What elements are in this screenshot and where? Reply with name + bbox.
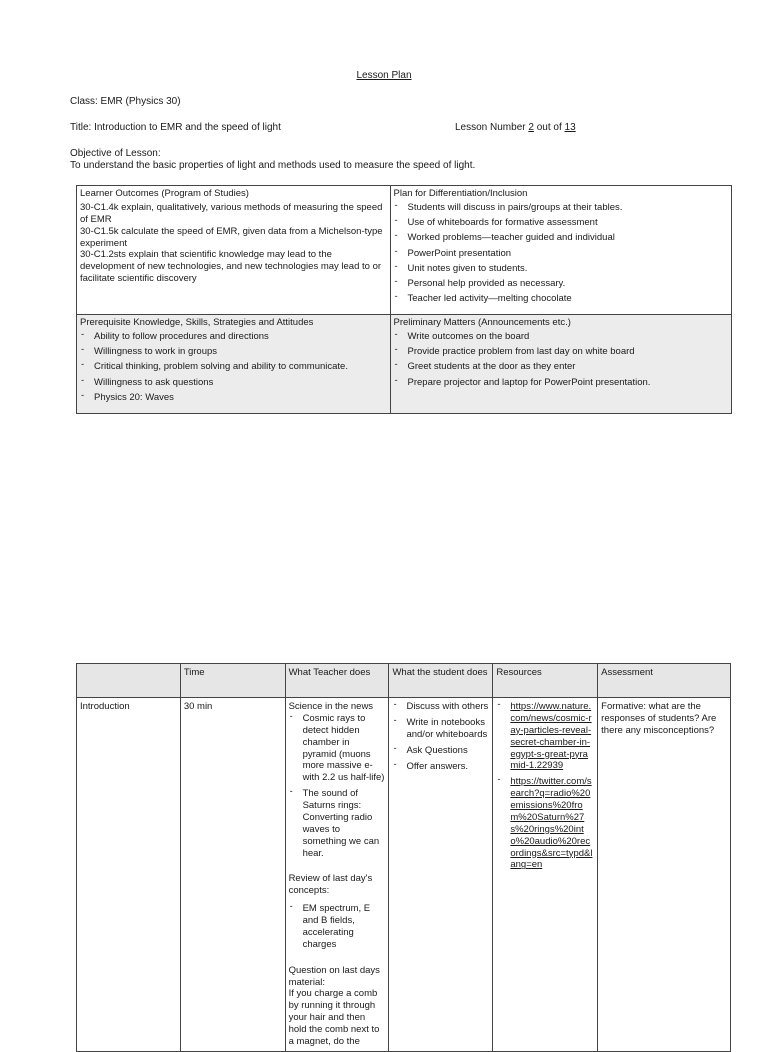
lesson-number-sep: out of bbox=[533, 122, 565, 133]
header-student: What the student does bbox=[389, 664, 493, 698]
lesson-number bbox=[455, 122, 576, 135]
time-cell: 30 min bbox=[180, 698, 285, 1052]
question-text: If you charge a comb by running it through your hair and then hold the comb next to a magnet, do the bbox=[288, 988, 380, 1047]
lesson-title-line: Title: Introduction to EMR and the speed of light bbox=[70, 122, 281, 133]
prerequisite-heading: Prerequisite Knowledge, Skills, Strategies and Attitudes bbox=[80, 317, 314, 328]
resource-link-twitter[interactable] bbox=[496, 776, 594, 871]
student-cell bbox=[389, 698, 493, 1052]
prerequisite-cell bbox=[77, 315, 391, 414]
list-item: - Teacher led activity—melting chocolate bbox=[394, 293, 729, 305]
list-item: - Write outcomes on the board bbox=[394, 331, 729, 343]
header-time: Time bbox=[180, 664, 285, 698]
list-item: - Willingness to work in groups bbox=[80, 346, 387, 358]
review-list bbox=[289, 903, 386, 951]
teacher-cell bbox=[285, 698, 389, 1052]
preliminary-list bbox=[394, 331, 729, 389]
list-item: - Offer answers. bbox=[392, 761, 489, 773]
header-resources: Resources bbox=[493, 664, 598, 698]
preliminary-cell bbox=[390, 315, 732, 414]
learner-outcomes-cell bbox=[77, 186, 391, 315]
lesson-number-current: 2 bbox=[528, 122, 534, 133]
class-line: Class: EMR (Physics 30) bbox=[70, 96, 181, 107]
planning-table bbox=[76, 185, 732, 414]
header-assessment: Assessment bbox=[598, 664, 731, 698]
resources-list bbox=[496, 701, 594, 871]
list-item: - Personal help provided as necessary. bbox=[394, 278, 729, 290]
section-cell: Introduction bbox=[77, 698, 181, 1052]
objective-label: Objective of Lesson: bbox=[70, 148, 161, 159]
assessment-cell: Formative: what are the responses of students? Are there any misconceptions? bbox=[598, 698, 731, 1052]
resource-link-text[interactable]: https://twitter.com/search?q=radio%20emissions%20from%20Saturn%27s%20rings%20into%20audio%20recordings&src=typd&lang=en bbox=[510, 776, 593, 871]
list-item: - Prepare projector and laptop for PowerPoint presentation. bbox=[394, 377, 729, 389]
list-item: - Ask Questions bbox=[392, 745, 489, 757]
list-item: - Willingness to ask questions bbox=[80, 377, 387, 389]
list-item: - Use of whiteboards for formative assessment bbox=[394, 217, 729, 229]
header-blank bbox=[77, 664, 181, 698]
prerequisite-list bbox=[80, 331, 387, 404]
list-item: - Ability to follow procedures and directions bbox=[80, 331, 387, 343]
list-item: - Provide practice problem from last day on white board bbox=[394, 346, 729, 358]
list-item: - Discuss with others bbox=[392, 701, 489, 713]
objective-text: To understand the basic properties of light and methods used to measure the speed of light. bbox=[70, 160, 476, 171]
differentiation-cell bbox=[390, 186, 732, 315]
header-teacher: What Teacher does bbox=[285, 664, 389, 698]
student-list bbox=[392, 701, 489, 772]
list-item: - Critical thinking, problem solving and ability to communicate. bbox=[80, 361, 387, 373]
preliminary-heading: Preliminary Matters (Announcements etc.) bbox=[393, 317, 571, 328]
resource-link-nature[interactable] bbox=[496, 701, 594, 772]
list-item: - Cosmic rays to detect hidden chamber in pyramid (muons more massive e- with 2.2 us half-life) bbox=[289, 713, 386, 784]
review-heading: Review of last day's concepts: bbox=[288, 873, 373, 897]
lesson-number-total: 13 bbox=[564, 122, 576, 133]
differentiation-list bbox=[394, 202, 729, 305]
differentiation-heading: Plan for Differentiation/Inclusion bbox=[393, 188, 528, 199]
list-item: - EM spectrum, E and B fields, accelerating charges bbox=[289, 903, 386, 951]
news-list bbox=[289, 713, 386, 860]
list-item: - Unit notes given to students. bbox=[394, 263, 729, 275]
resource-link-text[interactable]: https://www.nature.com/news/cosmic-ray-particles-reveal-secret-chamber-in-egypt-s-great-pyramid-1.22939 bbox=[510, 701, 592, 772]
document-title: Lesson Plan bbox=[356, 70, 412, 81]
list-item: - Physics 20: Waves bbox=[80, 392, 387, 404]
list-item: - Greet students at the door as they enter bbox=[394, 361, 729, 373]
list-item: - Students will discuss in pairs/groups at their tables. bbox=[394, 202, 729, 214]
list-item: - Worked problems—teacher guided and individual bbox=[394, 232, 729, 244]
news-heading: Science in the news bbox=[288, 701, 374, 712]
list-item: - The sound of Saturns rings: Converting radio waves to something we can hear. bbox=[289, 788, 386, 859]
learner-outcomes-heading: Learner Outcomes (Program of Studies) bbox=[80, 188, 249, 199]
resources-cell bbox=[493, 698, 598, 1052]
list-item: - PowerPoint presentation bbox=[394, 248, 729, 260]
lesson-activity-table bbox=[76, 663, 731, 1052]
lesson-number-label: Lesson Number bbox=[455, 122, 529, 133]
list-item: - Write in notebooks and/or whiteboards bbox=[392, 717, 489, 741]
learner-outcome-item: 30-C1.2sts explain that scientific knowledge may lead to the development of new technologies, and new technologies may lead to or facilitate scientific discovery bbox=[80, 249, 382, 285]
learner-outcome-item: 30-C1.4k explain, qualitatively, various methods of measuring the speed of EMR bbox=[80, 201, 383, 225]
question-heading: Question on last days material: bbox=[288, 964, 380, 988]
learner-outcome-item: 30-C1.5k calculate the speed of EMR, given data from a Michelson-type experiment bbox=[80, 225, 383, 249]
